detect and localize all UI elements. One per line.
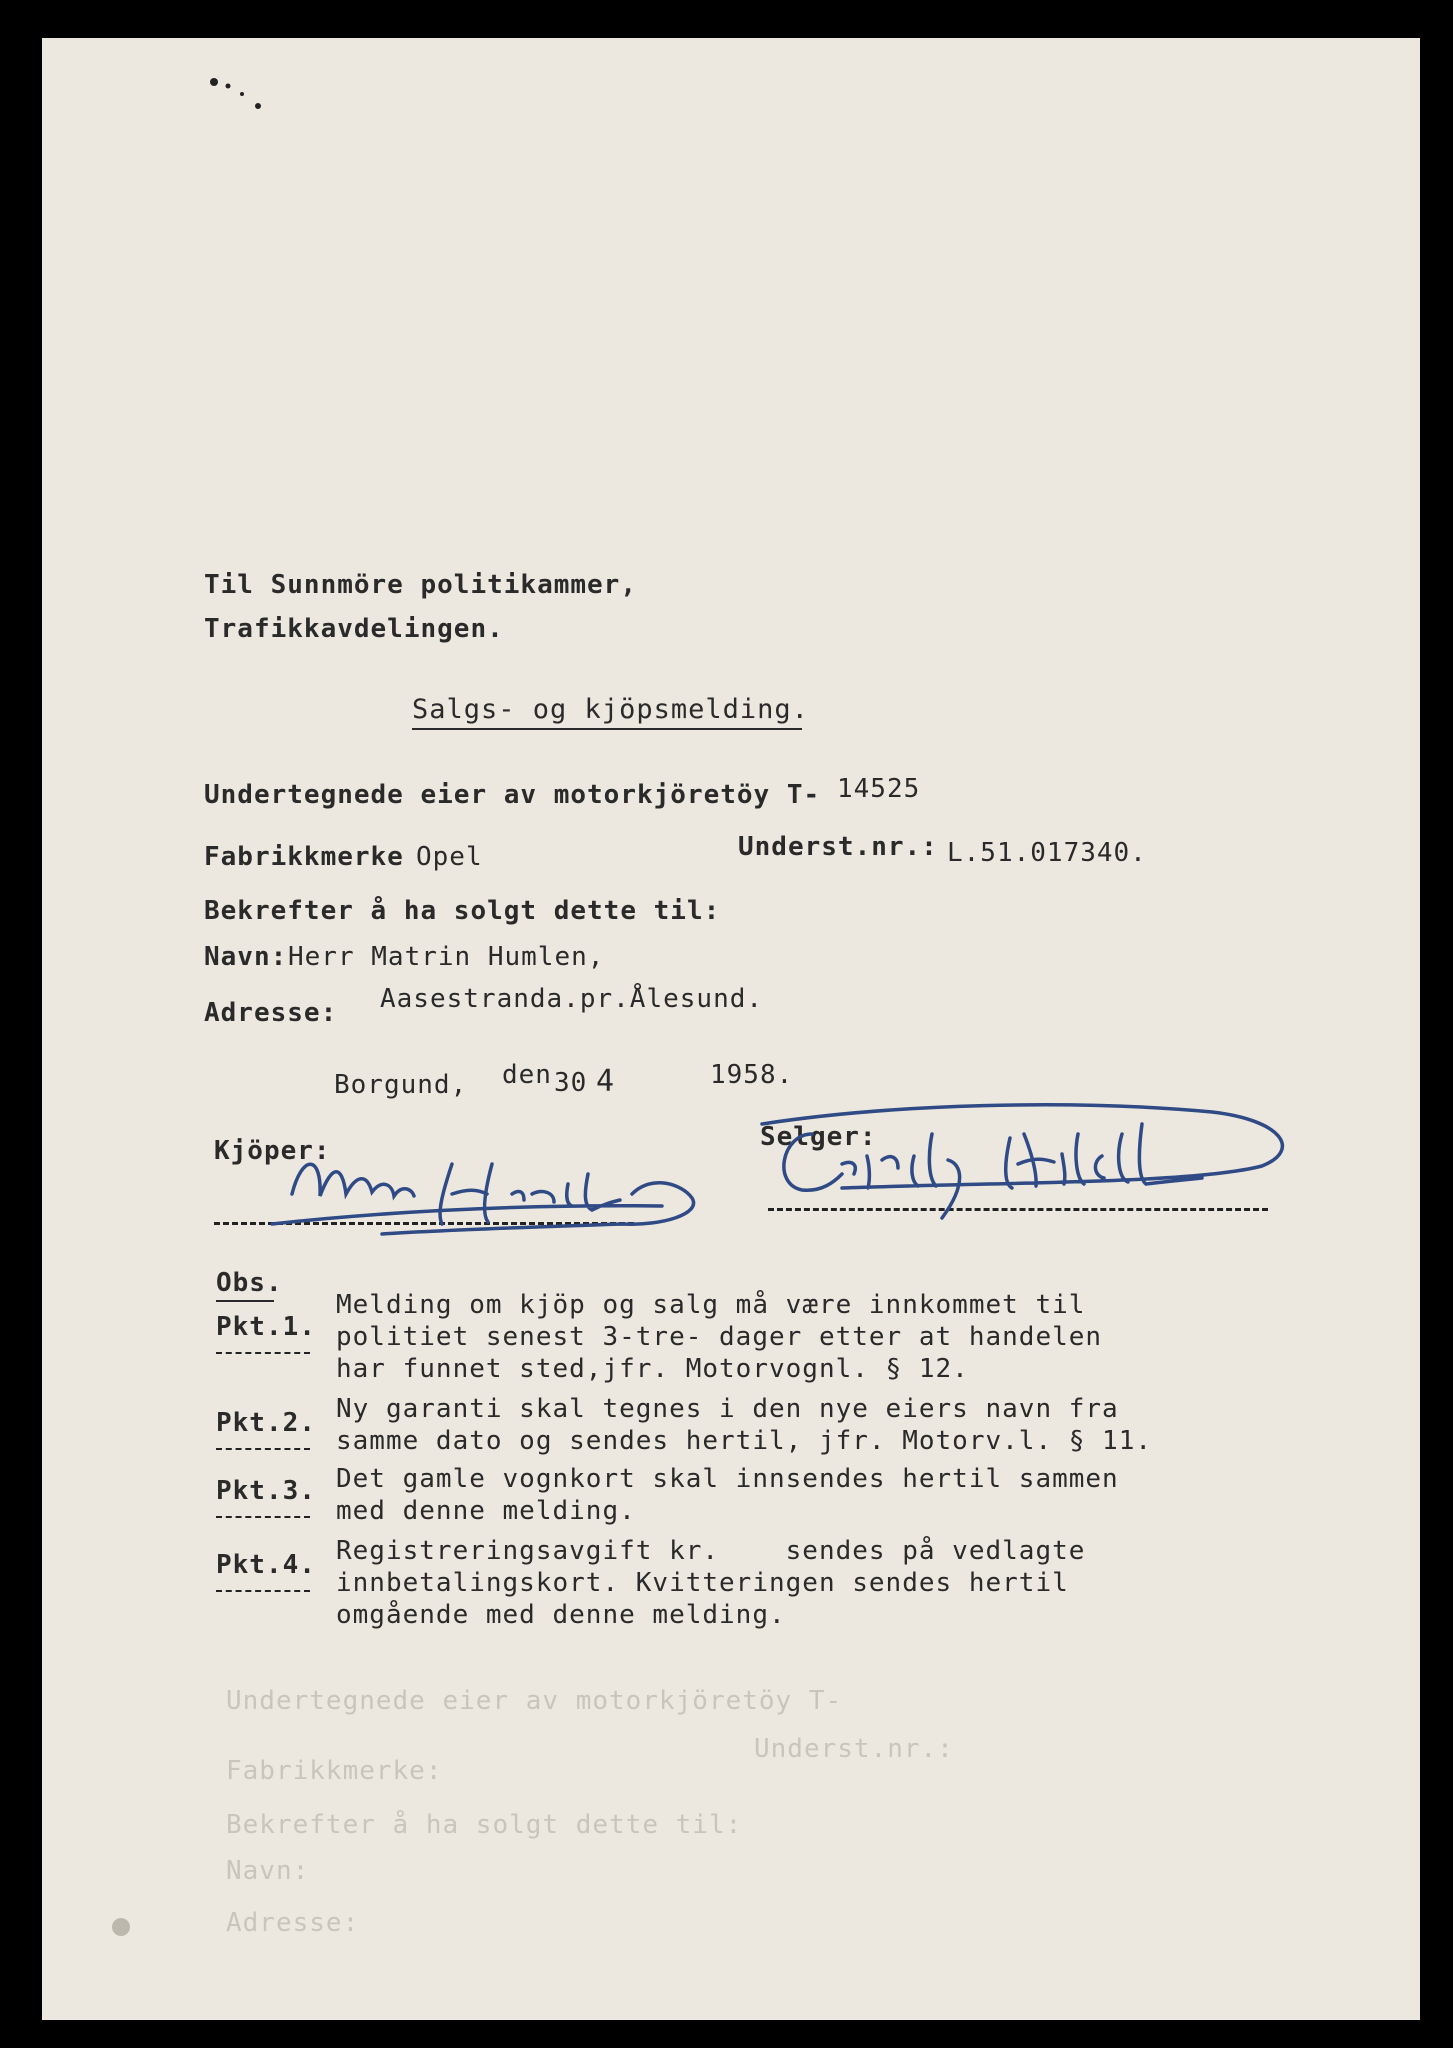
note-4-underline [216,1590,310,1592]
note-1-label: Pkt.1. [216,1312,316,1342]
recipient-line2: Trafikkavdelingen. [204,614,504,644]
note-2-line2: samme dato og sendes hertil, jfr. Motorv.l. § 11. [336,1426,1153,1456]
note-1-line2: politiet senest 3-tre- dager etter at handelen [336,1322,1103,1352]
address-label: Adresse: [204,998,338,1028]
date-label: den [502,1060,552,1090]
note-2-line1: Ny garanti skal tegnes i den nye eiers navn fra [336,1394,1119,1424]
date-day: 30 [554,1068,588,1098]
note-2-underline [216,1448,310,1450]
registration-number: 14525 [837,774,921,804]
title-underline [412,728,802,730]
obs-underline [216,1300,274,1302]
buyer-name-value: Herr Matrin Humlen, [288,942,605,972]
date-place: Borgund, [334,1070,468,1100]
punch-marks [206,58,326,128]
note-3-line1: Det gamle vognkort skal innsendes hertil sammen [336,1464,1119,1494]
seller-label: Selger: [760,1122,877,1152]
ghost-name: Navn: [226,1856,310,1886]
note-3-underline [216,1516,310,1518]
note-4-line1: Registreringsavgift kr. sendes på vedlagte [336,1536,1086,1566]
chassis-number: L.51.017340. [947,838,1147,868]
chassis-label: Underst.nr.: [738,832,938,862]
recipient-line1: Til Sunnmöre politikammer, [204,570,637,600]
note-1-line3: har funnet sted,jfr. Motorvognl. § 12. [336,1354,969,1384]
document-page [42,38,1420,2020]
ghost-address: Adresse: [226,1908,360,1938]
address-value: Aasestranda.pr.Ålesund. [380,984,764,1014]
buyer-label: Kjöper: [214,1136,331,1166]
document-title: Salgs- og kjöpsmelding. [412,694,809,725]
confirm-text: Bekrefter å ha solgt dette til: [204,896,721,926]
date-year: 1958. [710,1060,794,1090]
make-value: Opel [416,842,483,872]
buyer-signature [262,1134,822,1254]
note-3-line2: med denne melding. [336,1496,636,1526]
ghost-chassis: Underst.nr.: [754,1734,954,1764]
note-1-underline [216,1352,310,1354]
make-label: Fabrikkmerke [204,842,404,872]
note-2-label: Pkt.2. [216,1408,316,1438]
note-4-line2: innbetalingskort. Kvitteringen sendes hertil [336,1568,1069,1598]
note-4-line3: omgående med denne melding. [336,1600,786,1630]
owner-label: Undertegnede eier av motorkjöretöy T- [204,780,821,810]
seller-signature [742,1094,1322,1224]
note-3-label: Pkt.3. [216,1476,316,1506]
ghost-confirm: Bekrefter å ha solgt dette til: [226,1810,743,1840]
obs-label: Obs. [216,1268,283,1298]
date-month: 4 [596,1064,616,1099]
note-1-line1: Melding om kjöp og salg må være innkommet til [336,1290,1086,1320]
note-4-label: Pkt.4. [216,1550,316,1580]
paper-stain [112,1918,130,1936]
ghost-owner: Undertegnede eier av motorkjöretöy T- [226,1686,843,1716]
buyer-name-label: Navn: [204,942,288,972]
ghost-make: Fabrikkmerke: [226,1756,443,1786]
